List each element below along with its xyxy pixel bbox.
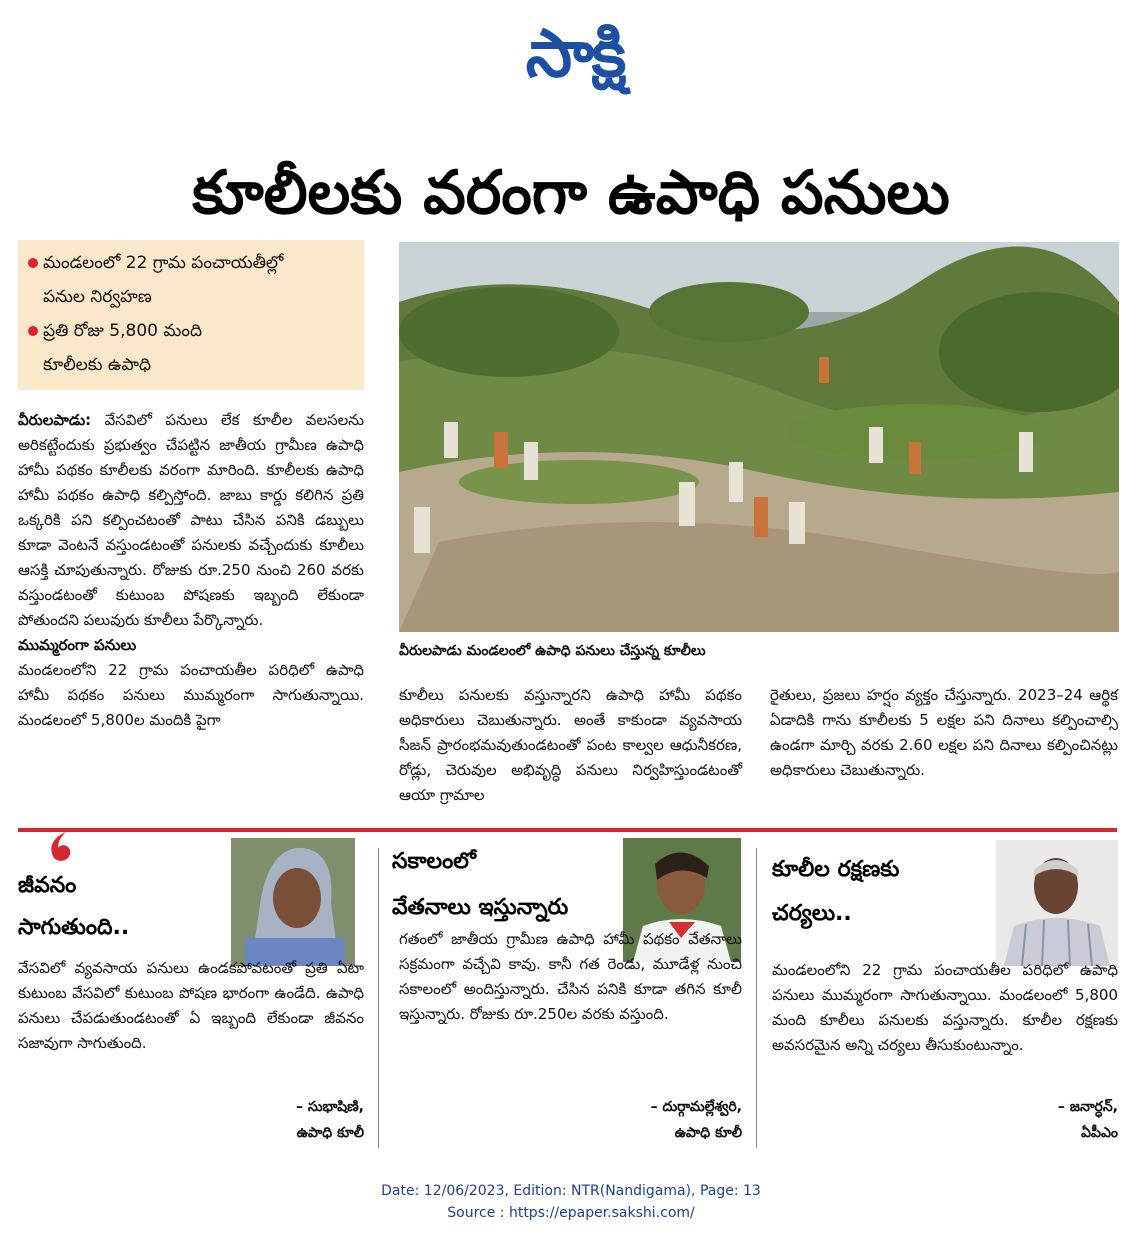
column-separator	[378, 848, 379, 1148]
quote-text: వేసవిలో వ్యవసాయ పనులు ఉండకపోవటంతో ప్రతి ఏటా కుటుంబ వేసవిలో కుటుంబ పోషణ భారంగా ఉండేది. ఉపాధి పనులు చేపడుతుండటంతో ఏ ఇబ్బంది లేకుండా జీవనం సజావుగా సాగుతుంది.	[18, 959, 364, 1052]
quote-heading: వేతనాలు ఇస్తున్నారు	[392, 895, 569, 920]
bullet-icon	[28, 326, 38, 336]
highlight-item	[28, 252, 283, 274]
column-separator	[756, 848, 757, 1148]
highlight-line: ప్రతి రోజు 5,800 మంది	[43, 321, 202, 341]
highlight-item	[28, 320, 202, 342]
source-link[interactable]: Source : https://epaper.sakshi.com/	[447, 1205, 695, 1221]
edition-info: Date: 12/06/2023, Edition: NTR(Nandigama), Page: 13	[381, 1183, 761, 1199]
article-subhead: ముమ్మరంగా పనులు	[18, 636, 137, 654]
article-right-column: రైతులు, ప్రజలు హర్షం వ్యక్తం చేస్తున్నారు. 2023–24 ఆర్థిక ఏడాదికి గాను కూలీలకు 5 లక్షల పని దినాలు కల్పించాల్సి ఉండగా మార్చి వరకు 2.60 లక్షల పని దినాలు కల్పించినట్లు అధికారులు చెబుతున్నారు.	[770, 686, 1118, 779]
bullet-icon	[28, 258, 38, 268]
quote-author-role: ఏపీఎం	[1081, 1125, 1118, 1141]
work-site-photo	[399, 242, 1119, 632]
quote-author: – సుభాషిణి,	[296, 1099, 364, 1115]
quote-heading: సాగుతుంది..	[18, 915, 130, 940]
portrait-photo	[231, 838, 355, 966]
quote-heading: జీవనం	[18, 873, 77, 898]
work-site-illustration	[399, 242, 1119, 632]
article-paragraph: వేసవిలో పనులు లేక కూలీల వలసలను అరికట్టేందుకు ప్రభుత్వం చేపట్టిన జాతీయ గ్రామీణ ఉపాధి హామీ పథకం కూలీలకు వరంగా మారింది. కూలీలకు ఉపాధి హామీ పథకం ఉపాధి కల్పిస్తోంది. జాబు కార్డు కలిగిన ప్రతి ఒక్కరికి పని కల్పించటంతో పాటు చేసిన పనికి డబ్బులు కూడా వెంటనే వస్తుండటంతో పనులకు వచ్చేందుకు కూలీలు ఆసక్తి చూపుతున్నారు. రోజుకు రూ.250 నుంచి 260 వరకు వస్తుండటంతో కుటుంబ పోషణకు ఇబ్బంది లేకుండా పోతుందని పలువురు కూలీలు పేర్కొన్నారు.	[18, 411, 364, 629]
quote-author-role: ఉపాధి కూలీ	[296, 1125, 364, 1141]
article-middle-column: కూలీలు పనులకు వస్తున్నారని ఉపాధి హామీ పథకం అధికారులు చెబుతున్నారు. అంతే కాకుండా వ్యవసాయ సీజన్ ప్రారంభమవుతుండటంతో పంట కాల్వల ఆధునీకరణ, రోడ్లు, చెరువుల అభివృద్ధి పనులు నిర్వహిస్తుండటంతో ఆయా గ్రామాల	[399, 686, 742, 804]
quote-author: – జనార్ధన్,	[1057, 1099, 1118, 1115]
quote-text: మండలంలోని 22 గ్రామ పంచాయతీల పరిధిలో ఉపాధి పనులు ముమ్మరంగా సాగుతున్నాయి. మండలంలో 5,800 మంది కూలీలు పనులకు వస్తున్నారు. కూలీల రక్షణకు అవసరమైన అన్ని చర్యలు తీసుకుంటున్నాం.	[772, 961, 1118, 1054]
highlight-line: పనుల నిర్వహణ	[43, 287, 152, 307]
quote-heading: కూలీల రక్షణకు	[772, 857, 900, 882]
highlights-box	[18, 240, 364, 390]
section-divider	[18, 828, 1117, 832]
quote-mark-icon	[42, 830, 76, 864]
quote-heading: చర్యలు..	[772, 901, 852, 926]
sakshi-logo: సాక్షి	[525, 15, 625, 92]
quote-author: – దుర్గామల్లేశ్వరి,	[650, 1099, 742, 1115]
photo-caption: వీరులపాడు మండలంలో ఉపాధి పనులు చేస్తున్న కూలీలు	[399, 643, 706, 659]
quote-text: గతంలో జాతీయ గ్రామీణ ఉపాధి హామీ పథకం వేతనాలు సక్రమంగా వచ్చేవి కావు. కానీ గత రెండు, మూడేళ్ల నుంచి సకాలంలో అందిస్తున్నారు. చేసిన పనికి కూడా తగిన కూలీ ఇస్తున్నారు. రోజుకు రూ.250ల వరకు వస్తుంది.	[399, 930, 742, 1023]
page-headline: కూలీలకు వరంగా ఉపాధి పనులు	[192, 158, 950, 228]
article-left-column	[18, 408, 364, 733]
portrait-photo	[996, 840, 1118, 966]
article-paragraph: మండలంలోని 22 గ్రామ పంచాయతీల పరిధిలో ఉపాధి హామీ పథకం పనులు ముమ్మరంగా సాగుతున్నాయి. మండలంలో 5,800ల మందికి పైగా	[18, 661, 364, 729]
highlight-line: మండలంలో 22 గ్రామ పంచాయతీల్లో	[43, 253, 284, 273]
highlight-line: కూలీలకు ఉపాధి	[43, 355, 151, 375]
quote-author-role: ఉపాధి కూలీ	[674, 1125, 742, 1141]
dateline: వీరులపాడు:	[18, 411, 92, 429]
quote-heading: సకాలంలో	[392, 849, 476, 874]
